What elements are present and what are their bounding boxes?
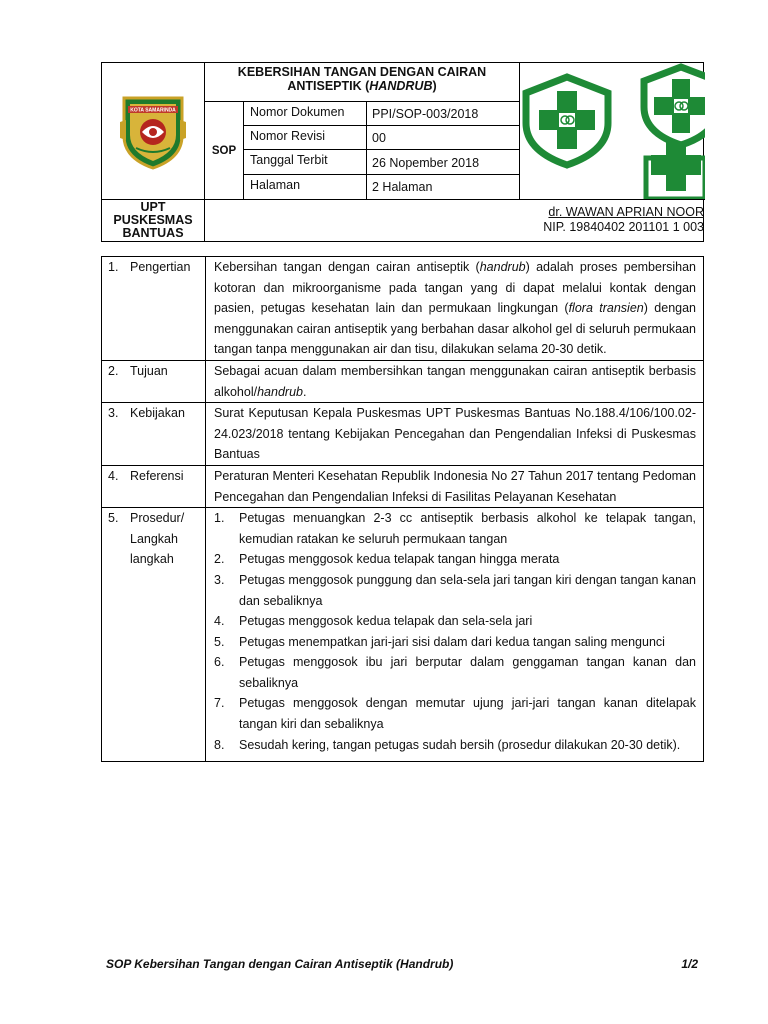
step-number: 7. [214, 696, 225, 711]
sop-header-table [101, 62, 704, 242]
title-text: ANTISEPTIK ( [287, 79, 370, 93]
step-text: Petugas menempatkan jari-jari sisi dalam dari kedua tangan saling mengunci [239, 634, 665, 649]
meta-value-tanggal-terbit: 26 Nopember 2018 [372, 156, 480, 170]
section-number: 1. [108, 260, 119, 274]
divider [243, 149, 520, 150]
step-number: 2. [214, 552, 225, 567]
body-text: . [302, 384, 307, 399]
table-row [102, 508, 704, 762]
section-title: Pengertian [130, 260, 191, 274]
body-italic: handrub [257, 384, 303, 399]
list-item [214, 735, 696, 756]
section-body-pengertian [206, 257, 704, 361]
list-item [214, 693, 696, 734]
puskesmas-cross-icon [520, 63, 705, 199]
section-number: 5. [108, 511, 119, 526]
title-line [205, 79, 519, 93]
section-title: Kebijakan [130, 406, 185, 421]
signer-nip: NIP. 19840402 201101 1 003 [543, 220, 704, 234]
section-label-pengertian [102, 257, 206, 361]
procedure-steps [214, 508, 696, 755]
meta-value-nomor-revisi: 00 [372, 131, 386, 145]
title-line: Langkah [130, 531, 178, 546]
step-text: Petugas menuangkan 2-3 cc antiseptik berbasis alkohol ke telapak tangan, kemudian ratakan ke seluruh permukaan tangan [239, 511, 696, 546]
step-number: 6. [214, 655, 225, 670]
list-item [214, 611, 696, 632]
meta-label-nomor-dokumen: Nomor Dokumen [250, 105, 345, 119]
divider [243, 125, 520, 126]
list-item [214, 632, 696, 653]
section-body-kebijakan: Surat Keputusan Kepala Puskesmas UPT Puskesmas Bantuas No.188.4/106/100.02-24.023/2018 tentang Kebijakan Pencegahan dan Pengendalian Infeksi di Puskesmas Bantuas [206, 403, 704, 466]
step-number: 8. [214, 737, 225, 752]
section-body-prosedur [206, 508, 704, 762]
org-line: BANTUAS [122, 226, 184, 240]
title-line: langkah [130, 552, 174, 567]
step-number: 3. [214, 572, 225, 587]
divider [243, 101, 244, 200]
body-text: Kebersihan tangan dengan cairan antiseptik ( [214, 260, 480, 274]
step-number: 1. [214, 511, 225, 526]
meta-value-halaman: 2 Halaman [372, 180, 433, 194]
body-text: ) dengan menggunakan cairan antiseptik yang berbahan dasar alkohol gel di seluruh permukaan tangan tanpa menggunakan air dan tisu, dilakukan selama 20-30 detik. [214, 301, 696, 357]
puskesmas-logos [520, 63, 705, 199]
svg-text:KOTA SAMARINDA: KOTA SAMARINDA [130, 107, 176, 114]
section-number: 4. [108, 468, 119, 483]
sop-label: SOP [211, 144, 237, 157]
body-text: ) adalah proses pembersihan kotoran dan mikroorganisme pada tangan yang di dapat melalui kontak dengan pasien, petugas kesehatan lain dan permukaan lingkungan ( [214, 260, 697, 316]
list-item [214, 549, 696, 570]
signer-name: dr. WAWAN APRIAN NOOR [548, 205, 704, 219]
divider [243, 174, 520, 175]
title-italic: HANDRUB [369, 79, 433, 93]
body-italic: handrub [479, 260, 526, 274]
table-row [102, 257, 704, 361]
org-line: PUSKESMAS [113, 213, 193, 227]
footer-title: SOP Kebersihan Tangan dengan Cairan Antiseptik (Handrub) [106, 957, 454, 971]
step-text: Petugas menggosok ibu jari berputar dalam genggaman tangan kanan dan sebaliknya [239, 655, 696, 690]
section-number: 2. [108, 363, 119, 378]
step-text: Petugas menggosok kedua telapak dan sela-sela jari [239, 614, 533, 629]
organization-name [102, 200, 204, 242]
step-text: Sesudah kering, tangan petugas sudah bersih (prosedur dilakukan 20-30 detik). [239, 737, 681, 752]
divider [366, 101, 367, 200]
list-item [214, 570, 696, 611]
section-title: Tujuan [130, 363, 168, 378]
list-item [214, 508, 696, 549]
org-line: UPT [140, 200, 166, 214]
step-number: 5. [214, 634, 225, 649]
sop-content-table [101, 256, 704, 762]
meta-value-nomor-dokumen: PPI/SOP-003/2018 [372, 107, 479, 121]
signature-block [520, 205, 705, 235]
section-label-tujuan [102, 360, 206, 402]
city-logo [102, 63, 204, 199]
samarinda-emblem-icon [116, 92, 190, 170]
list-item [214, 652, 696, 693]
meta-label-nomor-revisi: Nomor Revisi [250, 129, 326, 143]
section-label-kebijakan [102, 403, 206, 466]
step-text: Petugas menggosok kedua telapak tangan hingga merata [239, 552, 560, 567]
title-text: ) [432, 79, 437, 93]
step-text: Petugas menggosok dengan memutar ujung jari-jari tangan kanan ditelapak tangan kiri dan sebaliknya [239, 696, 696, 732]
section-title [130, 508, 201, 570]
table-row [102, 403, 704, 466]
section-body-tujuan [206, 360, 704, 402]
document-title [205, 63, 519, 101]
step-number: 4. [214, 614, 225, 629]
body-text: Sebagai acuan dalam membersihkan tangan menggunakan cairan antiseptik berbasis alkohol/ [214, 363, 696, 399]
section-label-prosedur [102, 508, 206, 762]
table-row [102, 465, 704, 507]
page-number: 1/2 [681, 957, 698, 971]
divider [204, 101, 520, 102]
section-label-referensi [102, 465, 206, 507]
body-italic: flora transien [568, 301, 644, 316]
meta-label-tanggal-terbit: Tanggal Terbit [250, 153, 328, 167]
section-body-referensi: Peraturan Menteri Kesehatan Republik Indonesia No 27 Tahun 2017 tentang Pedoman Pencegahan dan Pengendalian Infeksi di Fasilitas Pelayanan Kesehatan [206, 465, 704, 507]
page-footer [106, 957, 698, 971]
section-title: Referensi [130, 468, 184, 483]
step-text: Petugas menggosok punggung dan sela-sela jari tangan kiri dengan tangan kanan dan sebaliknya [239, 572, 696, 608]
section-number: 3. [108, 406, 119, 421]
table-row [102, 360, 704, 402]
title-line: KEBERSIHAN TANGAN DENGAN CAIRAN [237, 65, 487, 79]
meta-label-halaman: Halaman [250, 178, 301, 192]
title-line: Prosedur/ [130, 511, 185, 526]
